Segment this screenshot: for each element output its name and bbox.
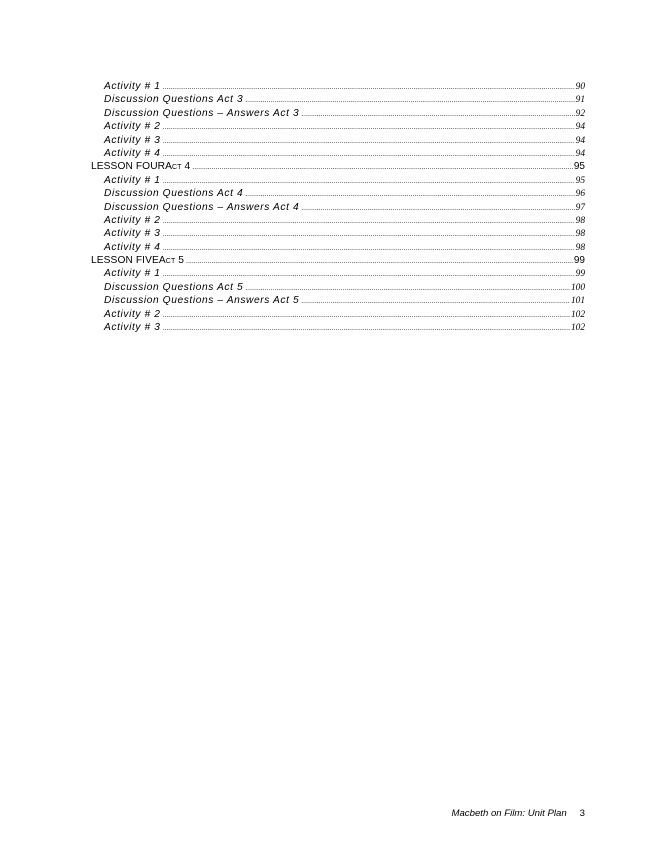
toc-entry-page: 92 [575, 108, 585, 119]
toc-entry-page: 94 [575, 148, 585, 159]
dot-leader [162, 148, 574, 161]
toc-entry-page: 98 [575, 242, 585, 253]
dot-leader [186, 255, 573, 268]
toc-entry-page: 102 [570, 323, 585, 334]
toc-entry-title: Discussion Questions Act 4 [104, 188, 244, 200]
toc-entry[interactable] [91, 321, 585, 334]
toc-entry-page: 90 [575, 82, 585, 92]
toc-entry-title: Activity # 1 [104, 174, 161, 186]
toc-lesson-heading[interactable] [91, 254, 585, 267]
toc-entry-page: 102 [570, 309, 585, 320]
toc-entry-page: 96 [575, 189, 585, 200]
toc-entry[interactable] [91, 281, 585, 294]
toc-entry-title: Activity # 4 [104, 241, 161, 253]
toc-entry[interactable] [91, 107, 585, 120]
dot-leader [301, 202, 574, 215]
toc-lesson-title: LESSON FOUR [91, 161, 166, 173]
table-of-contents [91, 80, 585, 334]
toc-entry-title: Activity # 2 [104, 214, 161, 226]
toc-entry[interactable] [91, 147, 585, 160]
dot-leader [162, 242, 574, 255]
dot-leader [162, 268, 574, 281]
dot-leader [162, 215, 574, 228]
dot-leader [245, 188, 574, 201]
toc-entry-page: 100 [570, 282, 585, 293]
toc-entry-page: 94 [575, 122, 585, 133]
toc-entry-page: 95 [575, 175, 585, 186]
dot-leader [192, 161, 573, 174]
toc-entry-page: 98 [575, 229, 585, 240]
dot-leader [162, 175, 574, 188]
toc-entry-page: 94 [575, 135, 585, 146]
dot-leader [162, 322, 569, 335]
footer-page-number: 3 [579, 808, 585, 819]
toc-lesson-heading[interactable] [91, 160, 585, 173]
dot-leader [162, 309, 569, 322]
toc-entry-page: 101 [570, 296, 585, 307]
toc-entry-page: 99 [575, 269, 585, 280]
toc-entry-title: Activity # 3 [104, 322, 161, 334]
footer-document-title: Macbeth on Film: Unit Plan [451, 808, 567, 819]
dot-leader [162, 121, 574, 134]
toc-entry-page: 99 [573, 255, 585, 267]
toc-entry-page: 91 [575, 95, 585, 106]
toc-entry[interactable] [91, 227, 585, 240]
dot-leader [245, 94, 574, 107]
toc-entry-title: Activity # 4 [104, 147, 161, 159]
toc-entry-page: 98 [575, 215, 585, 226]
dot-leader [162, 228, 574, 241]
toc-entry-title: Discussion Questions Act 5 [104, 281, 244, 293]
toc-entry-page: 95 [573, 161, 585, 173]
toc-entry[interactable] [91, 201, 585, 214]
toc-entry[interactable] [91, 241, 585, 254]
toc-entry[interactable] [91, 308, 585, 321]
toc-lesson-title: LESSON FIVE [91, 255, 159, 267]
toc-entry-page: 97 [575, 202, 585, 213]
toc-entry[interactable] [91, 134, 585, 147]
toc-entry-title: Discussion Questions – Answers Act 4 [104, 201, 300, 213]
toc-entry-title: Activity # 1 [104, 268, 161, 280]
toc-entry[interactable] [91, 214, 585, 227]
toc-entry[interactable] [91, 294, 585, 307]
toc-entry-title: Activity # 2 [104, 308, 161, 320]
dot-leader [301, 295, 570, 308]
toc-entry[interactable] [91, 80, 585, 93]
toc-entry-title: Activity # 3 [104, 228, 161, 240]
toc-lesson-act: Act 4 [165, 161, 191, 173]
toc-entry-title: Activity # 2 [104, 121, 161, 133]
toc-entry[interactable] [91, 187, 585, 200]
dot-leader [162, 81, 574, 94]
dot-leader [301, 108, 574, 121]
toc-entry[interactable] [91, 174, 585, 187]
toc-entry-title: Discussion Questions Act 3 [104, 94, 244, 106]
toc-entry-title: Activity # 3 [104, 134, 161, 146]
toc-entry-title: Activity # 1 [104, 81, 161, 92]
toc-entry[interactable] [91, 93, 585, 106]
toc-entry-title: Discussion Questions – Answers Act 5 [104, 295, 300, 307]
dot-leader [162, 135, 574, 148]
page-footer [451, 808, 585, 819]
toc-lesson-act: Act 5 [158, 255, 185, 267]
toc-entry-title: Discussion Questions – Answers Act 3 [104, 107, 300, 119]
toc-entry[interactable] [91, 267, 585, 280]
toc-entry[interactable] [91, 120, 585, 133]
dot-leader [245, 282, 570, 295]
